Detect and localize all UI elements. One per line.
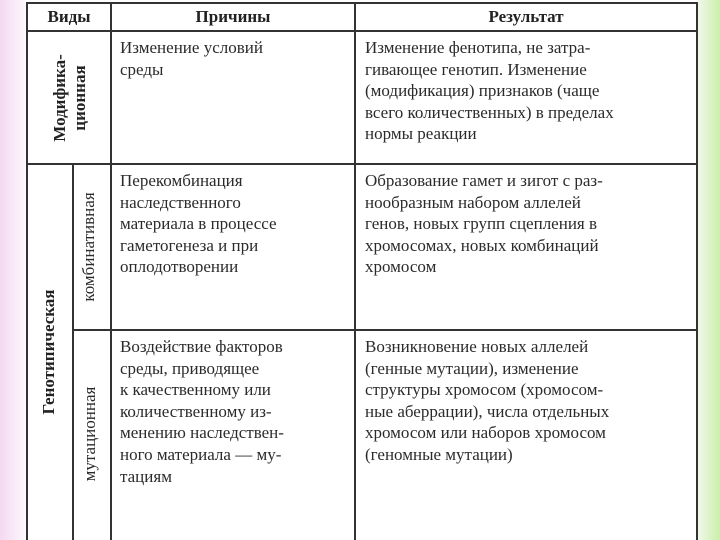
row1-result-line: всего количественных) в пределах (365, 102, 614, 122)
rule-left (26, 2, 28, 540)
rule-row1 (26, 163, 698, 165)
row1-result-line: нормы реакции (365, 124, 477, 144)
rule-header (26, 30, 698, 32)
row1-cause-line: среды (120, 59, 164, 79)
row3-result-line: хромосом или наборов хромосом (365, 423, 606, 443)
rule-row2 (72, 329, 698, 331)
label-modification-line2: ционная (70, 65, 89, 131)
row1-result-line: гивающее генотип. Изменение (365, 59, 587, 79)
row1-result-line: Изменение фенотипа, не затра- (365, 38, 591, 57)
header-causes: Причины (195, 7, 271, 26)
rule-col1 (110, 2, 112, 540)
row3-cause-line: количественному из- (120, 401, 272, 421)
row3-cause-line: Воздействие факторов (120, 337, 283, 356)
rule-subcol (72, 163, 74, 540)
row1-cause-line: Изменение условий (120, 38, 263, 57)
header-types: Виды (47, 7, 91, 26)
row3-result-line: (генные мутации), изменение (365, 358, 579, 378)
rule-col2 (354, 2, 356, 540)
row3-cause-line: тациям (120, 466, 172, 486)
row3-cause-line: менению наследствен- (120, 423, 284, 443)
row2-result (365, 170, 603, 278)
row3-result-line: ные аберрации), числа отдельных (365, 401, 610, 421)
row3-result-line: Возникновение новых аллелей (365, 337, 589, 356)
row3-cause (120, 336, 284, 487)
row1-result (365, 37, 614, 145)
row3-result (365, 336, 609, 466)
label-genotypic: Генотипическая (39, 289, 58, 415)
rule-right (696, 2, 698, 540)
row3-cause-line: к качественному или (120, 380, 271, 400)
row2-result-line: Образование гамет и зигот с раз- (365, 171, 603, 190)
row2-cause-line: наследственного (120, 192, 241, 212)
rule-top (26, 2, 698, 4)
row2-result-line: хромосом (365, 257, 437, 277)
row2-cause-line: оплодотворении (120, 257, 239, 277)
row2-cause-line: гаметогенеза и при (120, 235, 259, 255)
table-sheet (26, 0, 698, 540)
row2-cause (120, 170, 277, 278)
row3-cause-line: среды, приводящее (120, 358, 260, 378)
header-result: Результат (488, 7, 564, 26)
row2-cause-line: материала в процессе (120, 214, 277, 234)
label-mutational: мутационная (80, 386, 99, 482)
row1-result-line: (модификация) признаков (чаще (365, 81, 600, 101)
label-modification-line1: Модифика- (50, 54, 69, 142)
row3-result-line: структуры хромосом (хромосом- (365, 380, 604, 400)
row2-cause-line: Перекомбинация (120, 171, 243, 190)
label-modification (50, 34, 90, 162)
row1-cause (120, 37, 263, 80)
row2-result-line: нообразным набором аллелей (365, 192, 581, 212)
row2-result-line: генов, новых групп сцепления в (365, 214, 598, 234)
row3-cause-line: ного материала — му- (120, 444, 282, 464)
label-combinative: комбинативная (79, 192, 98, 302)
row2-result-line: хромосомах, новых комбинаций (365, 235, 599, 255)
row3-result-line: (геномные мутации) (365, 444, 513, 464)
